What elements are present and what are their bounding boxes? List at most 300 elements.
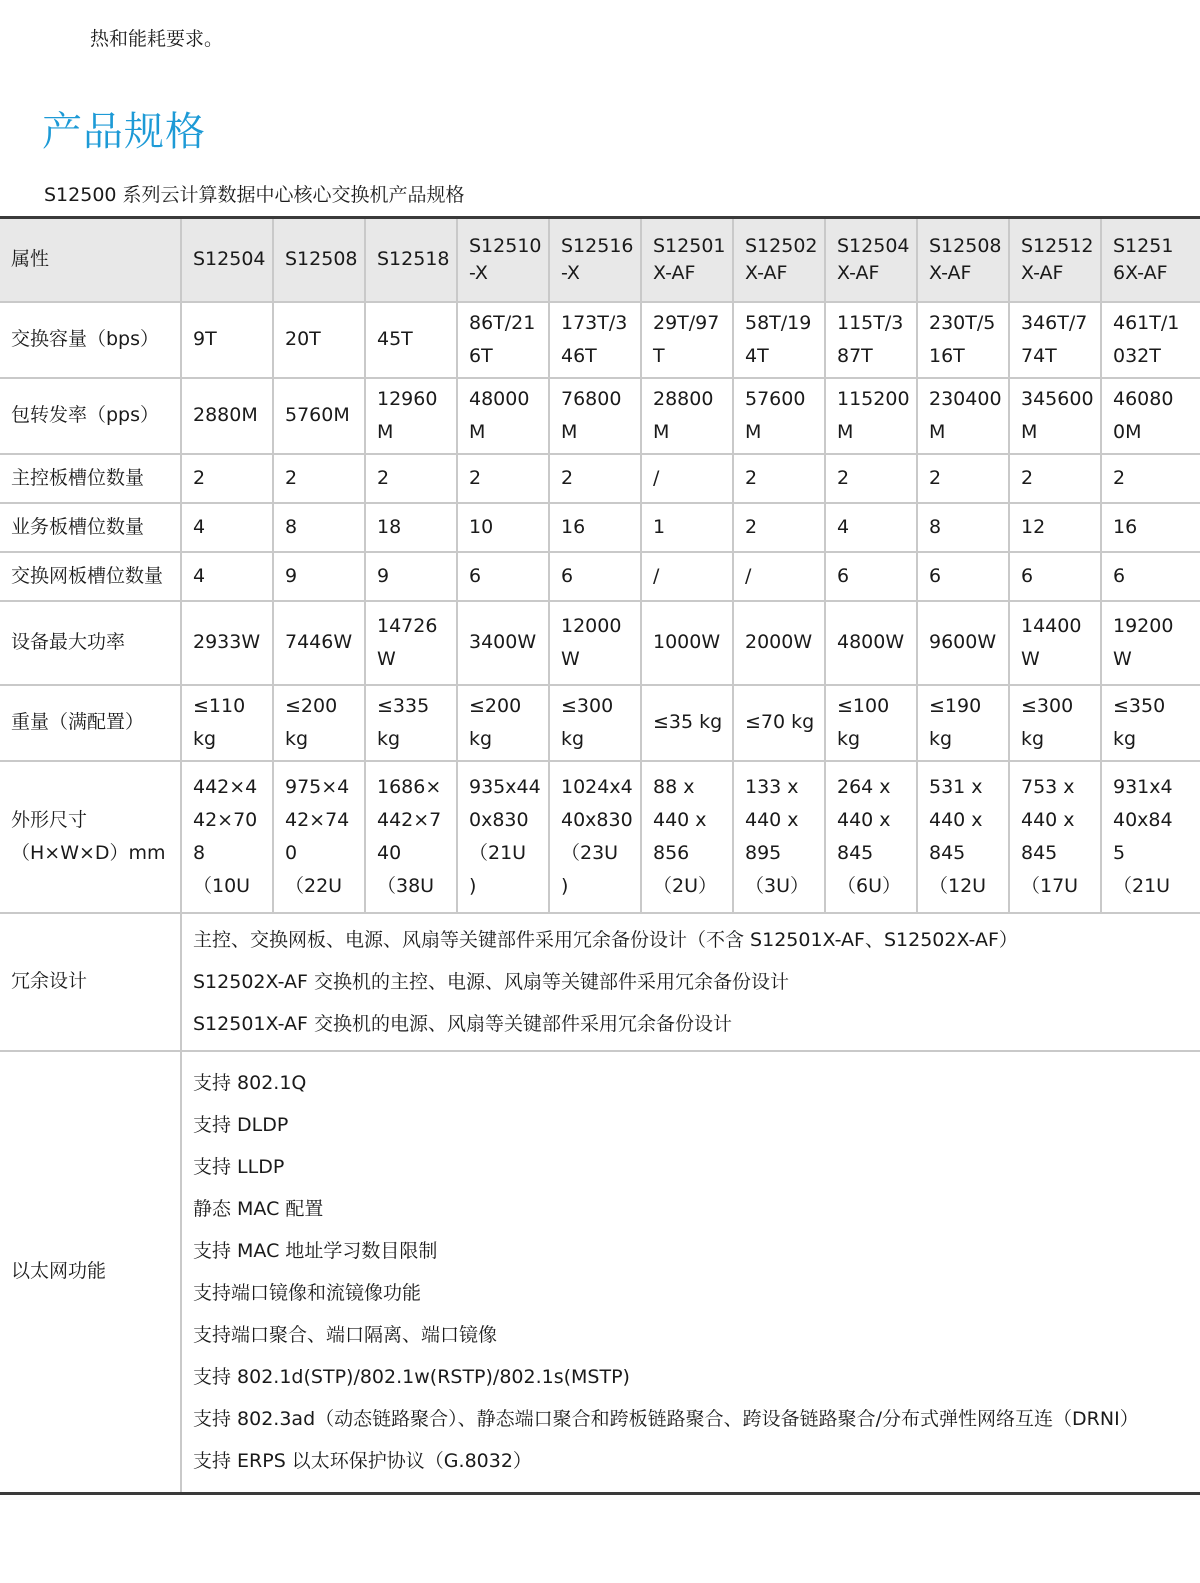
table-cell-line: 440 x	[745, 808, 799, 831]
table-cell-line: （21U	[1113, 874, 1171, 897]
table-cell-line: 0x830	[469, 808, 529, 831]
table-cell-line: kg	[1113, 727, 1137, 750]
table-cell-line: 14726	[377, 614, 438, 637]
table-cell-line: 0M	[1113, 420, 1142, 443]
header-model	[181, 218, 273, 302]
table-cell-line: 10	[469, 515, 494, 538]
table-cell	[273, 503, 365, 552]
table-cell	[1009, 601, 1101, 685]
table-cell-line: 9600W	[929, 631, 997, 653]
table-cell-line: 2	[561, 466, 574, 489]
table-cell	[917, 761, 1009, 913]
table-cell	[917, 685, 1009, 761]
table-row	[0, 378, 1200, 454]
table-cell	[457, 378, 549, 454]
header-model	[917, 218, 1009, 302]
header-model-line: S12512	[1021, 234, 1094, 257]
header-model	[273, 218, 365, 302]
table-cell	[917, 503, 1009, 552]
header-model	[1101, 218, 1200, 302]
table-cell-line: kg	[377, 727, 401, 750]
table-cell	[273, 302, 365, 378]
ethernet-line: 支持 802.3ad（动态链路聚合）、静态端口聚合和跨板链路聚合、跨设备链路聚合/分布式弹性网络互连（DRNI）	[193, 1407, 1139, 1430]
table-cell-line: 461T/1	[1113, 311, 1180, 334]
table-cell	[181, 761, 273, 913]
ethernet-line: 支持 LLDP	[193, 1155, 285, 1178]
table-cell-line: 40x84	[1113, 808, 1173, 831]
table-cell	[365, 454, 457, 503]
table-cell-line: M	[929, 420, 946, 443]
header-model	[1009, 218, 1101, 302]
header-model-line: X-AF	[837, 261, 880, 284]
table-cell-line: 9	[285, 564, 298, 587]
table-cell-line: ≤300	[1021, 694, 1074, 717]
row-label-line: （H×W×D）mm	[11, 841, 166, 864]
table-cell-line: kg	[285, 727, 309, 750]
table-cell-line: 6	[469, 564, 482, 587]
table-cell-line: 6	[1113, 564, 1126, 587]
table-cell	[1101, 302, 1200, 378]
table-cell-line: 531 x	[929, 775, 983, 798]
header-attr: 属性	[0, 218, 181, 302]
table-cell-line: ≤110	[193, 694, 246, 717]
table-cell	[365, 503, 457, 552]
table-cell-line: （23U	[561, 841, 619, 864]
table-cell-line: 1686×	[377, 775, 442, 798]
table-cell	[549, 378, 641, 454]
table-cell-line: 42×70	[193, 808, 258, 831]
table-cell-line: 7446W	[285, 631, 353, 653]
table-cell	[273, 552, 365, 601]
header-model-line: S12518	[377, 248, 450, 271]
table-cell	[641, 302, 733, 378]
table-cell-line: 4	[193, 564, 206, 587]
table-cell	[549, 503, 641, 552]
table-row	[0, 302, 1200, 378]
row-label	[0, 378, 181, 454]
table-cell	[1009, 302, 1101, 378]
redundancy-line: 主控、交换网板、电源、风扇等关键部件采用冗余备份设计（不含 S12501X-AF、S12502X-AF）	[193, 928, 1018, 951]
row-label	[0, 761, 181, 913]
table-cell-line: 4	[193, 515, 206, 538]
table-cell-line: （17U	[1021, 874, 1079, 897]
header-model-line: X-AF	[1021, 261, 1064, 284]
header-model	[825, 218, 917, 302]
table-cell	[1009, 552, 1101, 601]
table-cell-line: /	[653, 564, 660, 587]
table-cell-line: W	[1113, 647, 1132, 670]
table-cell-line: /	[745, 564, 752, 587]
table-cell	[1009, 761, 1101, 913]
table-cell-line: 12960	[377, 387, 438, 410]
table-cell	[917, 552, 1009, 601]
table-cell-line: 133 x	[745, 775, 799, 798]
table-cell-line: 8	[929, 515, 942, 538]
table-cell-line: 2	[837, 466, 850, 489]
table-cell-line: 76800	[561, 387, 622, 410]
table-cell	[825, 552, 917, 601]
header-model	[365, 218, 457, 302]
table-cell-line: （2U）	[653, 874, 717, 897]
table-cell	[457, 454, 549, 503]
table-cell	[549, 302, 641, 378]
table-cell-line: 74T	[1021, 344, 1057, 367]
table-cell-line: kg	[193, 727, 217, 750]
header-model-line: X-AF	[929, 261, 972, 284]
table-cell-line: 88 x	[653, 775, 695, 798]
table-cell-line: ≤200	[285, 694, 338, 717]
row-label-line: 交换网板槽位数量	[11, 564, 164, 587]
table-cell	[1101, 454, 1200, 503]
header-model	[641, 218, 733, 302]
row-label-line: 设备最大功率	[11, 631, 126, 653]
table-row-redundancy	[0, 913, 1200, 1051]
ethernet-line: 支持端口镜像和流镜像功能	[193, 1281, 422, 1304]
table-cell-line: 931x4	[1113, 775, 1173, 798]
table-cell-line: ≤100	[837, 694, 890, 717]
row-label-line: 外形尺寸	[11, 808, 88, 831]
table-cell	[181, 378, 273, 454]
table-cell-line: 2	[745, 515, 758, 538]
header-model	[549, 218, 641, 302]
table-cell	[825, 454, 917, 503]
table-cell-line: 16	[1113, 515, 1138, 538]
row-label	[0, 601, 181, 685]
table-row	[0, 503, 1200, 552]
table-cell-line: 345600	[1021, 387, 1094, 410]
table-cell	[733, 601, 825, 685]
table-cell	[1009, 685, 1101, 761]
table-cell-line: 8	[193, 841, 206, 864]
table-cell	[181, 552, 273, 601]
table-cell-line: 2	[193, 466, 206, 489]
table-cell	[1009, 503, 1101, 552]
table-cell-line: 0	[285, 841, 298, 864]
table-cell	[365, 601, 457, 685]
table-cell-line: 12	[1021, 515, 1046, 538]
table-cell	[457, 601, 549, 685]
table-cell	[733, 685, 825, 761]
table-cell-line: 115T/3	[837, 311, 904, 334]
table-cell	[733, 761, 825, 913]
table-cell-line: 935x44	[469, 775, 541, 798]
table-cell-line: ≤190	[929, 694, 982, 717]
table-cell	[365, 685, 457, 761]
redundancy-line: S12501X-AF 交换机的电源、风扇等关键部件采用冗余备份设计	[193, 1012, 732, 1035]
table-cell-line: 2880M	[193, 404, 258, 426]
table-cell	[917, 601, 1009, 685]
table-cell	[549, 601, 641, 685]
table-cell-line: ≤350	[1113, 694, 1166, 717]
table-cell-line: 29T/97	[653, 311, 720, 334]
table-cell	[273, 601, 365, 685]
table-cell-line: 6	[929, 564, 942, 587]
table-cell	[641, 378, 733, 454]
table-cell	[917, 302, 1009, 378]
table-cell-line: 856	[653, 841, 690, 864]
row-label-line: 包转发率（pps）	[11, 404, 160, 426]
table-cell	[457, 761, 549, 913]
header-model-line: X-AF	[745, 261, 788, 284]
table-cell-line: 46080	[1113, 387, 1174, 410]
table-cell	[549, 685, 641, 761]
table-cell-line: 57600	[745, 387, 806, 410]
header-model	[733, 218, 825, 302]
table-cell	[181, 454, 273, 503]
table-cell-line: 1000W	[653, 631, 721, 653]
table-cell	[1101, 601, 1200, 685]
table-cell-line: 442×4	[193, 775, 258, 798]
table-cell-line: kg	[561, 727, 585, 750]
table-cell-line: 1024x4	[561, 775, 633, 798]
header-model-line: -X	[561, 261, 580, 284]
table-cell-line: 16T	[929, 344, 965, 367]
table-cell	[273, 761, 365, 913]
table-cell-line: 42×74	[285, 808, 350, 831]
table-cell-line: kg	[1021, 727, 1045, 750]
table-cell	[825, 302, 917, 378]
table-cell-line: ≤70 kg	[745, 711, 815, 733]
table-cell-line: 115200	[837, 387, 910, 410]
table-body	[0, 302, 1200, 1494]
table-cell-line: T	[653, 344, 665, 367]
table-cell	[549, 552, 641, 601]
table-cell-line: kg	[929, 727, 953, 750]
table-cell	[641, 761, 733, 913]
header-model-line: 6X-AF	[1113, 261, 1168, 284]
row-label-line: 交换容量（bps）	[11, 328, 160, 350]
table-cell-line: M	[561, 420, 578, 443]
table-cell-line: （22U	[285, 874, 343, 897]
table-cell-line: M	[1021, 420, 1038, 443]
table-cell	[1101, 552, 1200, 601]
table-cell-line: M	[653, 420, 670, 443]
table-cell	[917, 378, 1009, 454]
table-cell	[549, 761, 641, 913]
table-cell	[1009, 454, 1101, 503]
table-cell-line: 2	[745, 466, 758, 489]
table-cell-line: )	[469, 874, 477, 897]
table-cell-line: )	[561, 874, 569, 897]
table-cell-line: 6	[837, 564, 850, 587]
table-cell-line: 2	[469, 466, 482, 489]
table-cell-line: 173T/3	[561, 311, 628, 334]
redundancy-lines	[181, 913, 1200, 1051]
table-cell-line: 895	[745, 841, 782, 864]
table-cell	[733, 378, 825, 454]
header-model-line: S12510	[469, 234, 542, 257]
table-cell	[733, 503, 825, 552]
spec-table	[0, 216, 1200, 1495]
table-cell-line: 14400	[1021, 614, 1082, 637]
table-cell	[181, 503, 273, 552]
table-cell	[181, 685, 273, 761]
table-cell-line: 346T/7	[1021, 311, 1088, 334]
table-cell	[825, 685, 917, 761]
row-label-line: 重量（满配置）	[11, 711, 145, 733]
table-cell-line: 442×7	[377, 808, 442, 831]
table-cell-line: 2	[1113, 466, 1126, 489]
table-cell-line: ≤300	[561, 694, 614, 717]
table-cell	[1101, 503, 1200, 552]
table-cell-line: 8	[285, 515, 298, 538]
table-cell-line: ≤200	[469, 694, 522, 717]
table-row	[0, 685, 1200, 761]
table-cell-line: 9	[377, 564, 390, 587]
table-cell	[457, 503, 549, 552]
table-cell-line: 2	[1021, 466, 1034, 489]
intro-text: 热和能耗要求。	[90, 28, 224, 50]
table-cell-line: M	[745, 420, 762, 443]
table-cell-line: 845	[929, 841, 966, 864]
table-cell	[273, 685, 365, 761]
table-cell-line: W	[561, 647, 580, 670]
ethernet-line: 支持端口聚合、端口隔离、端口镜像	[193, 1323, 498, 1346]
table-cell	[457, 685, 549, 761]
table-cell-line: 440 x	[1021, 808, 1075, 831]
ethernet-line: 支持 802.1Q	[193, 1071, 307, 1094]
table-cell	[733, 302, 825, 378]
header-model-line: S12504	[193, 248, 266, 271]
table-cell-line: 40x830	[561, 808, 633, 831]
table-cell	[825, 601, 917, 685]
table-cell-line: 6T	[469, 344, 493, 367]
row-label-line: 主控板槽位数量	[11, 466, 145, 489]
ethernet-line: 支持 DLDP	[193, 1113, 289, 1136]
table-cell	[273, 454, 365, 503]
table-cell-line: 18	[377, 515, 402, 538]
table-cell-line: kg	[469, 727, 493, 750]
table-cell-line: 9T	[193, 328, 217, 350]
table-cell-line: 3400W	[469, 631, 537, 653]
table-cell-line: 264 x	[837, 775, 891, 798]
table-cell-line: 46T	[561, 344, 597, 367]
table-cell-line: 1	[653, 515, 666, 538]
table-cell	[641, 685, 733, 761]
table-cell-line: 2000W	[745, 631, 813, 653]
table-cell-line: ≤335	[377, 694, 430, 717]
table-cell	[733, 552, 825, 601]
table-cell	[365, 761, 457, 913]
table-cell-line: W	[1021, 647, 1040, 670]
table-cell-line: 4	[837, 515, 850, 538]
table-cell	[825, 761, 917, 913]
table-cell-line: 230400	[929, 387, 1002, 410]
table-cell-line: 20T	[285, 328, 321, 350]
table-cell-line: 6	[1021, 564, 1034, 587]
table-header-row	[0, 218, 1200, 302]
row-label	[0, 552, 181, 601]
table-cell	[641, 552, 733, 601]
section-title: 产品规格	[42, 109, 206, 155]
table-cell	[549, 454, 641, 503]
table-cell	[365, 552, 457, 601]
table-row	[0, 552, 1200, 601]
header-model-line: S12516	[561, 234, 634, 257]
ethernet-line: 支持 802.1d(STP)/802.1w(RSTP)/802.1s(MSTP)	[193, 1365, 630, 1388]
table-cell	[1101, 685, 1200, 761]
table-cell-line: 440 x	[653, 808, 707, 831]
table-cell-line: /	[653, 466, 660, 489]
table-cell-line: 86T/21	[469, 311, 536, 334]
table-cell-line: 845	[1021, 841, 1058, 864]
table-cell-line: 12000	[561, 614, 622, 637]
header-model-line: -X	[469, 261, 488, 284]
table-cell-line: 40	[377, 841, 402, 864]
table-cell	[181, 302, 273, 378]
header-model-line: S12501	[653, 234, 726, 257]
table-cell	[1101, 378, 1200, 454]
table-cell-line: （38U	[377, 874, 435, 897]
ethernet-line: 静态 MAC 配置	[193, 1197, 324, 1220]
row-label-line: 业务板槽位数量	[11, 515, 145, 538]
table-cell-line: 2933W	[193, 631, 261, 653]
table-cell-line: 2	[285, 466, 298, 489]
row-label	[0, 685, 181, 761]
table-cell-line: 2	[929, 466, 942, 489]
table-cell	[365, 302, 457, 378]
table-cell	[1101, 761, 1200, 913]
table-cell-line: 5760M	[285, 404, 350, 426]
table-cell-line: 6	[561, 564, 574, 587]
table-cell	[365, 378, 457, 454]
row-label-redundancy: 冗余设计	[0, 913, 181, 1051]
row-label	[0, 454, 181, 503]
table-cell	[1009, 378, 1101, 454]
row-label	[0, 503, 181, 552]
header-model-line: S1251	[1113, 234, 1174, 257]
table-caption: S12500 系列云计算数据中心核心交换机产品规格	[44, 184, 465, 206]
table-cell-line: 45T	[377, 328, 413, 350]
table-cell-line: 4T	[745, 344, 769, 367]
table-cell-line: 16	[561, 515, 586, 538]
table-cell-line: 845	[837, 841, 874, 864]
row-label	[0, 302, 181, 378]
table-cell-line: kg	[837, 727, 861, 750]
table-cell-line: 58T/19	[745, 311, 812, 334]
table-cell-line: M	[377, 420, 394, 443]
header-model-line: S12504	[837, 234, 910, 257]
table-cell-line: 4800W	[837, 631, 905, 653]
table-cell-line: 2	[377, 466, 390, 489]
table-cell-line: （3U）	[745, 874, 809, 897]
table-cell-line: 48000	[469, 387, 530, 410]
table-cell	[825, 503, 917, 552]
table-cell	[457, 552, 549, 601]
table-cell	[641, 601, 733, 685]
table-cell-line: 5	[1113, 841, 1126, 864]
table-cell-line: 975×4	[285, 775, 350, 798]
table-cell	[641, 503, 733, 552]
table-cell-line: 87T	[837, 344, 873, 367]
row-label-ethernet: 以太网功能	[0, 1051, 181, 1494]
table-row	[0, 601, 1200, 685]
table-cell	[181, 601, 273, 685]
table-cell-line: 28800	[653, 387, 714, 410]
header-model-line: S12508	[285, 248, 358, 271]
table-cell-line: M	[837, 420, 854, 443]
table-cell-line: M	[469, 420, 486, 443]
table-cell	[641, 454, 733, 503]
redundancy-line: S12502X-AF 交换机的主控、电源、风扇等关键部件采用冗余备份设计	[193, 970, 789, 993]
table-cell-line: ≤35 kg	[653, 711, 723, 733]
table-row-ethernet	[0, 1051, 1200, 1494]
header-model	[457, 218, 549, 302]
table-cell-line: （6U）	[837, 874, 901, 897]
table-cell-line: （10U	[193, 874, 251, 897]
table-cell-line: （12U	[929, 874, 987, 897]
ethernet-line: 支持 ERPS 以太环保护协议（G.8032）	[193, 1449, 532, 1472]
